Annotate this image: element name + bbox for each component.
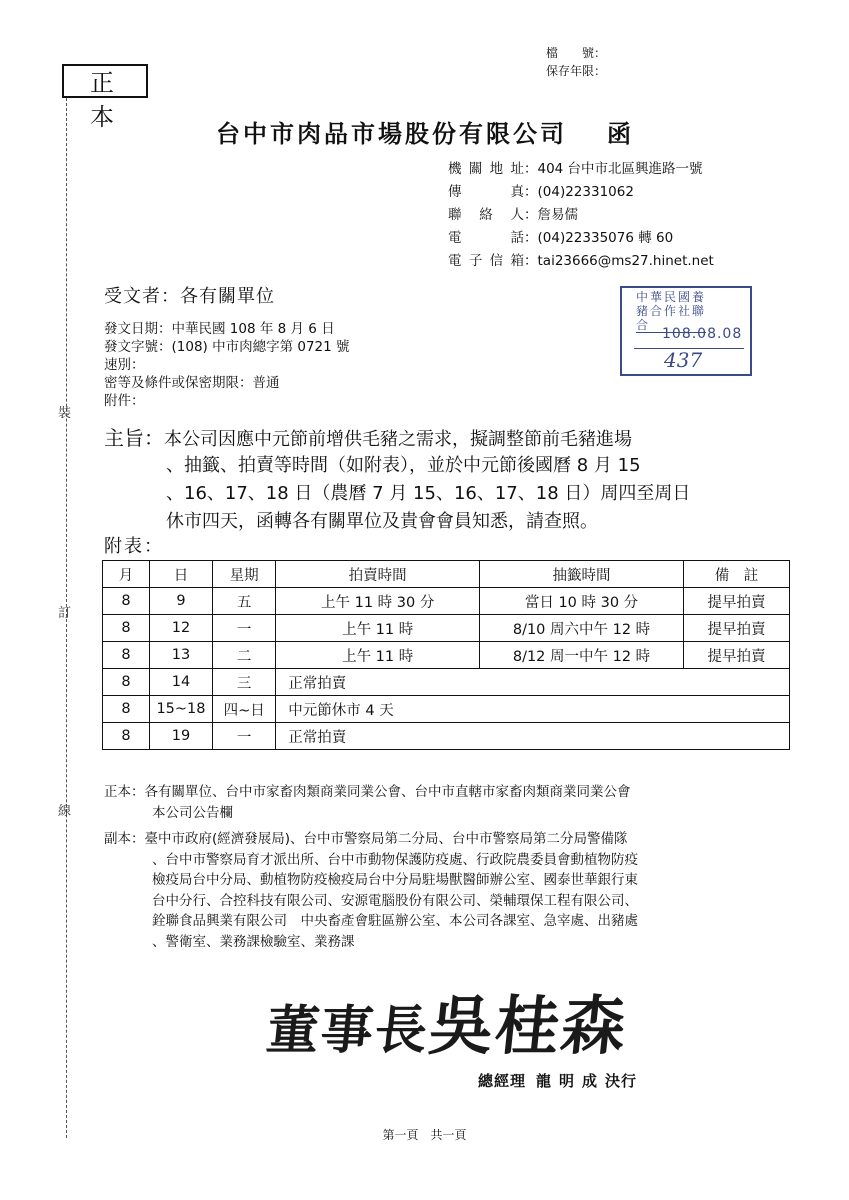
cell-weekday: 一 [213,723,276,750]
table-row [103,696,790,723]
gm-title: 總經理 [478,1072,527,1090]
cell-note: 提早拍賣 [683,588,789,615]
file-number-label: 檔 號： [546,46,607,60]
distribution-list [104,782,784,952]
copy-recipients-line-4: 台中分行、合控科技有限公司、安源電腦股份有限公司、榮輔環保工程有限公司、 [152,892,638,909]
subject-line-4: 休市四天，函轉各有關單位及貴會會員知悉，請查照。 [166,511,598,532]
gm-action: 決行 [605,1072,638,1090]
stamp-org: 中華民國養豬合作社聯合 [636,290,707,332]
cell-weekday: 二 [213,642,276,669]
annex-title: 附表： [104,536,164,557]
contact-info [448,158,714,273]
cell-month: 8 [103,723,150,750]
copy-recipients-label: 副本： [104,831,145,847]
main-recipients-line-1: 各有關單位、台中市家畜肉類商業同業公會、台中市直轄市家畜肉類商業同業公會 [144,784,631,800]
copy-recipients-line-3: 檢疫局台中分局、動植物防疫檢疫局台中分局駐場獸醫師辦公室、國泰世華銀行東 [152,872,638,888]
contact-fax: 傳 真：(04)22331062 [448,184,634,200]
copy-recipients-line-5: 銓聯食品興業有限公司 中央畜產會駐區辦公室、本公司各課室、急宰處、出豬處 [152,913,638,929]
stamp-number: 437 [664,348,703,372]
document-title [216,114,634,149]
schedule-table [102,560,790,750]
title-suffix: 函 [607,119,634,148]
document-meta [104,320,350,410]
cell-lottery: 8/10 周六中午 12 時 [480,615,684,642]
subject [104,424,784,536]
cell-merged-note: 中元節休市 4 天 [276,696,790,723]
subject-line-2: 、抽籤、拍賣等時間（如附表），並於中元節後國曆 8 月 15 [166,455,641,476]
subject-line-3: 、16、17、18 日（農曆 7 月 15、16、17、18 日）周四至周日 [166,483,691,504]
cell-month: 8 [103,669,150,696]
table-row [103,642,790,669]
cell-day: 12 [149,615,212,642]
cell-day: 13 [149,642,212,669]
contact-email: 電子信箱：tai23666@ms27.hinet.net [448,253,714,269]
contact-phone: 電 話：(04)22335076 轉 60 [448,230,674,246]
stamp-date: 108.08.08 [662,326,743,342]
header-day: 日 [149,561,212,588]
issue-date: 發文日期：中華民國 108 年 8 月 6 日 [104,321,335,337]
cell-day: 15~18 [149,696,212,723]
copy-recipients-line-2: 、台中市警察局育才派出所、台中市動物保護防疫處、行政院農委員會動植物防疫 [152,851,638,868]
copy-recipients-line-6: 、警衛室、業務課檢驗室、業務課 [152,933,355,950]
table-row [103,723,790,750]
cell-auction: 上午 11 時 30 分 [276,588,480,615]
cell-auction: 上午 11 時 [276,642,480,669]
main-recipients-label: 正本： [104,784,145,800]
cell-note: 提早拍賣 [683,615,789,642]
chairman-signature [263,975,633,1067]
header-note: 備 註 [683,561,789,588]
table-row [103,669,790,696]
binding-char-ding: 訂 [58,606,72,621]
reference-number: 發文字號：(108) 中市肉總字第 0721 號 [104,339,350,355]
cell-weekday: 五 [213,588,276,615]
cell-auction: 上午 11 時 [276,615,480,642]
subject-label: 主旨： [104,426,164,450]
original-copy-mark: 正本 [62,64,148,98]
retention-label: 保存年限： [546,64,607,78]
header-month: 月 [103,561,150,588]
cell-merged-note: 正常拍賣 [276,723,790,750]
cell-month: 8 [103,642,150,669]
header-auction-time: 拍賣時間 [276,561,480,588]
signature-name: 吳桂森 [425,989,632,1064]
cell-day: 9 [149,588,212,615]
page-footer: 第一頁 共一頁 [382,1128,467,1142]
general-manager-line [478,1070,637,1091]
cell-month: 8 [103,615,150,642]
cell-day: 19 [149,723,212,750]
gm-name: 龍明成 [536,1072,606,1090]
cell-weekday: 一 [213,615,276,642]
main-recipients-line-2: 本公司公告欄 [152,804,233,821]
cell-merged-note: 正常拍賣 [276,669,790,696]
cell-day: 14 [149,669,212,696]
cell-weekday: 四~日 [213,696,276,723]
signature-title: 董事長 [263,1000,433,1061]
cell-weekday: 三 [213,669,276,696]
company-name: 台中市肉品市場股份有限公司 [216,119,567,148]
attachment: 附件： [104,393,145,409]
subject-line-1: 本公司因應中元節前增供毛豬之需求，擬調整節前毛豬進場 [164,429,632,450]
cell-lottery: 當日 10 時 30 分 [480,588,684,615]
cell-note: 提早拍賣 [683,642,789,669]
copy-recipients-line-1: 臺中市政府(經濟發展局)、台中市警察局第二分局、台中市警察局第二分局警備隊 [144,831,628,847]
table-row [103,588,790,615]
cell-month: 8 [103,696,150,723]
table-header-row [103,561,790,588]
speed-class: 速別： [104,357,145,373]
binding-char-zhuang: 裝 [58,406,72,421]
header-weekday: 星期 [213,561,276,588]
recipient: 受文者：各有關單位 [104,286,275,307]
contact-address: 機關地址：404 台中市北區興進路一號 [448,161,703,177]
table-row [103,615,790,642]
security-level: 密等及條件或保密期限：普通 [104,375,280,391]
cell-month: 8 [103,588,150,615]
contact-person: 聯 絡 人：詹易儒 [448,207,578,223]
received-stamp [620,286,752,376]
header-lottery-time: 抽籤時間 [480,561,684,588]
cell-lottery: 8/12 周一中午 12 時 [480,642,684,669]
binding-char-xian: 線 [58,804,72,819]
